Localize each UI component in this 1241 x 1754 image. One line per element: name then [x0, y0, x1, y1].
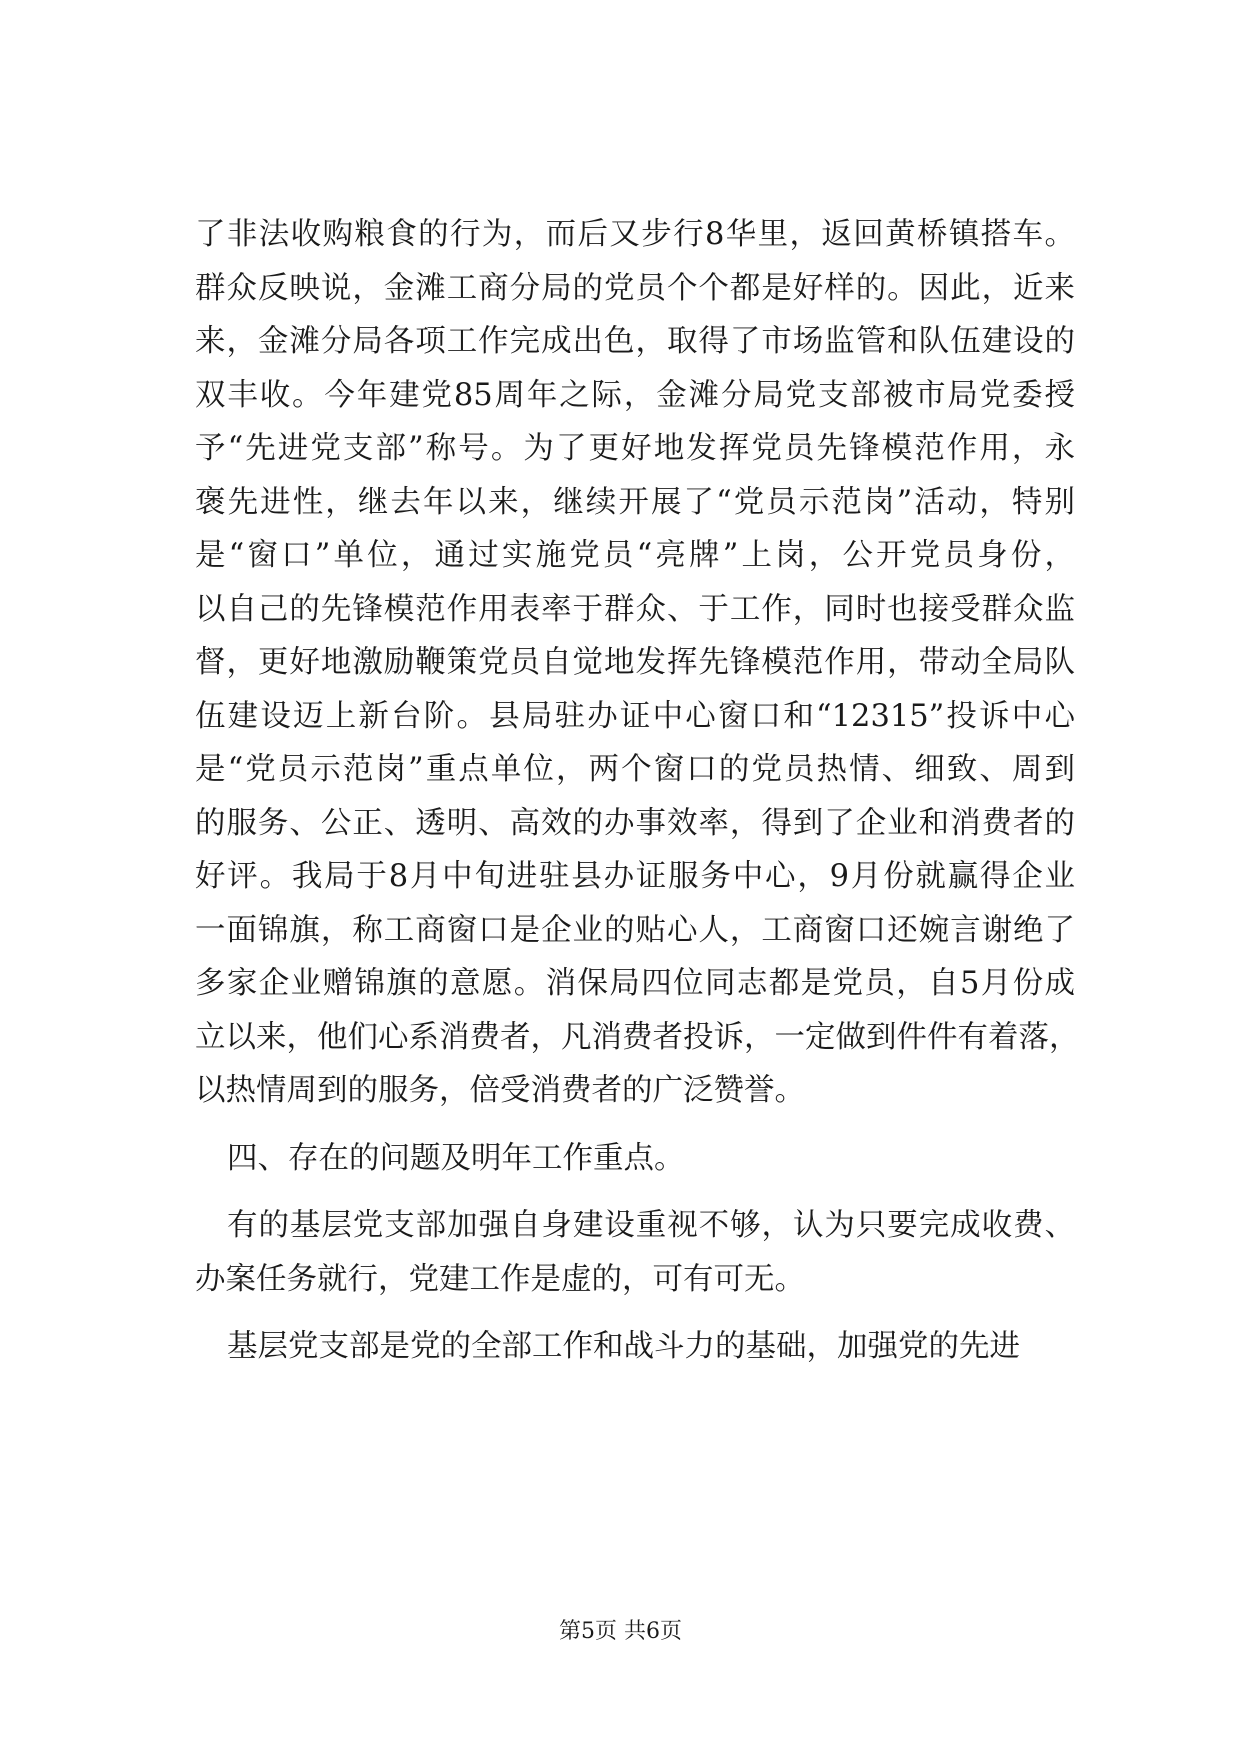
text-line: 群众反映说，金滩工商分局的党员个个都是好样的。因此，近来	[195, 270, 1075, 306]
text-line: 办案任务就行，党建工作是虚的，可有可无。	[195, 1261, 805, 1297]
paragraph-gap	[195, 1306, 1075, 1320]
text-line: 以自己的先锋模范作用表率于群众、于工作，同时也接受群众监	[195, 591, 1075, 627]
paragraph-gap	[195, 1185, 1075, 1199]
text-line: 以热情周到的服务，倍受消费者的广泛赞誉。	[195, 1073, 805, 1108]
text-line: 予“先进党支部”称号。为了更好地发挥党员先锋模范作用，永	[195, 431, 1075, 466]
text-line: 的服务、公正、透明、高效的办事效率，得到了企业和消费者的	[195, 805, 1075, 841]
text-line: 基层党支部是党的全部工作和战斗力的基础，加强党的先进	[227, 1329, 1020, 1364]
text-line: 好评。我局于8月中旬进驻县办证服务中心，9月份就赢得企业	[195, 859, 1075, 894]
text-line: 有的基层党支部加强自身建设重视不够，认为只要完成收费、	[227, 1208, 1075, 1243]
paragraph-gap	[195, 1118, 1075, 1132]
page-number-footer: 第5页 共6页	[559, 1619, 682, 1644]
text-line: 立以来，他们心系消费者，凡消费者投诉，一定做到件件有着落，	[195, 1019, 1080, 1055]
text-line: 双丰收。今年建党85周年之际，金滩分局党支部被市局党委授	[195, 377, 1075, 413]
text-line: 多家企业赠锦旗的意愿。消保局四位同志都是党员，自5月份成	[195, 966, 1075, 1001]
text-line: 督，更好地激励鞭策党员自觉地发挥先锋模范作用，带动全局队	[195, 645, 1075, 680]
text-line: 了非法收购粮食的行为，而后又步行8华里，返回黄桥镇搭车。	[195, 217, 1075, 252]
text-line: 褒先进性，继去年以来，继续开展了“党员示范岗”活动，特别	[195, 484, 1075, 520]
text-line: 伍建设迈上新台阶。县局驻办证中心窗口和“12315”投诉中心	[195, 698, 1075, 734]
section-heading: 四、存在的问题及明年工作重点。	[227, 1140, 685, 1176]
text-line: 来，金滩分局各项工作完成出色，取得了市场监管和队伍建设的	[195, 324, 1075, 359]
text-line: 一面锦旗，称工商窗口是企业的贴心人，工商窗口还婉言谢绝了	[195, 912, 1075, 948]
text-line: 是“党员示范岗”重点单位，两个窗口的党员热情、细致、周到	[195, 752, 1075, 787]
document-body	[195, 208, 1080, 1374]
text-line: 是“窗口”单位，通过实施党员“亮牌”上岗，公开党员身份，	[195, 538, 1075, 573]
